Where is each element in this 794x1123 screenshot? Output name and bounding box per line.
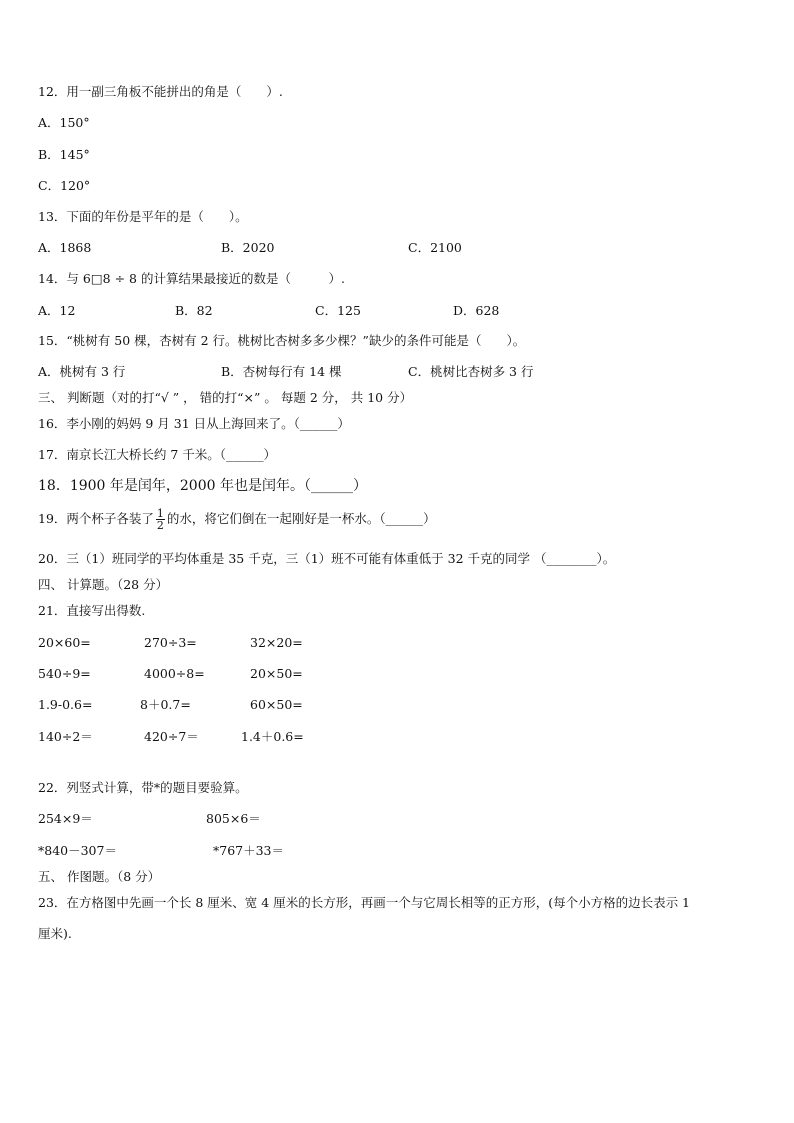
q21-item: 60×50= (250, 697, 303, 712)
q21-item: 4000÷8= (144, 666, 205, 681)
q15-option-c: C．桃树比杏树多 3 行 (408, 364, 534, 379)
q21-item: 1.9-0.6= (38, 697, 93, 712)
q13-option-b: B．2020 (221, 240, 275, 255)
q12-option-a: A．150° (38, 115, 90, 130)
q21-item: 140÷2＝ (38, 729, 93, 744)
q22-item: *840－307＝ (38, 843, 117, 858)
q23-line-1: 23．在方格图中先画一个长 8 厘米、宽 4 厘米的长方形，再画一个与它周长相等的正方形，(每个小方格的边长表示 1 (38, 895, 691, 910)
q15-option-a: A．桃树有 3 行 (38, 364, 126, 379)
q21-item: 8＋0.7= (140, 697, 191, 712)
q21-stem: 21．直接写出得数. (38, 603, 146, 618)
q20: 20．三（1）班同学的平均体重是 35 千克，三（1）班不可能有体重低于 32 千克的同学 （________）。 (38, 551, 616, 566)
section-4-heading: 四、 计算题。（28 分） (38, 577, 169, 592)
q16: 16．李小刚的妈妈 9 月 31 日从上海回来了。（______） (38, 416, 350, 431)
q19 (38, 508, 436, 531)
q12-option-c: C．120° (38, 178, 91, 193)
q15-stem: 15．“桃树有 50 棵，杏树有 2 行。桃树比杏树多多少棵？”缺少的条件可能是（ ）。 (38, 333, 526, 348)
q14-option-b: B．82 (175, 303, 213, 318)
section-3-heading: 三、 判断题（对的打“√ ” ， 错的打“×” 。 每题 2 分， 共 10 分） (38, 390, 413, 405)
q12-option-b: B．145° (38, 147, 90, 162)
section-5-heading: 五、 作图题。（8 分） (38, 869, 161, 884)
q14-option-c: C．125 (315, 303, 361, 318)
q13-option-c: C．2100 (408, 240, 462, 255)
q22-stem: 22．列竖式计算，带*的题目要验算。 (38, 780, 248, 795)
q15-option-b: B．杏树每行有 14 棵 (221, 364, 342, 379)
q18: 18．1900 年是闰年，2000 年也是闰年。（______） (38, 478, 367, 494)
fraction-numerator: 1 (156, 507, 164, 520)
q21-item: 540÷9= (38, 666, 91, 681)
q21-item: 1.4＋0.6= (241, 729, 304, 744)
q17: 17．南京长江大桥长约 7 千米。（______） (38, 447, 277, 462)
q19-text-after: 的水，将它们倒在一起刚好是一杯水。（______） (166, 511, 436, 526)
q19-text-before: 19．两个杯子各装了 (38, 511, 154, 526)
q13-stem: 13．下面的年份是平年的是（ ）。 (38, 209, 248, 224)
q14-stem: 14．与 6□8 ÷ 8 的计算结果最接近的数是（ ）. (38, 271, 345, 286)
q21-item: 32×20= (250, 635, 303, 650)
fraction-denominator: 2 (156, 519, 164, 532)
q21-item: 20×50= (250, 666, 303, 681)
q13-option-a: A．1868 (38, 240, 92, 255)
q23-line-2: 厘米). (38, 926, 72, 941)
one-half-fraction (156, 508, 165, 531)
q22-item: 805×6＝ (206, 811, 261, 826)
q22-item: 254×9＝ (38, 811, 93, 826)
q14-option-d: D．628 (453, 303, 500, 318)
q21-item: 20×60= (38, 635, 91, 650)
q21-item: 270÷3= (144, 635, 197, 650)
q12-stem: 12．用一副三角板不能拼出的角是（ ）. (38, 84, 283, 99)
q21-item: 420÷7＝ (144, 729, 199, 744)
q22-item: *767＋33＝ (213, 843, 285, 858)
q14-option-a: A．12 (38, 303, 76, 318)
